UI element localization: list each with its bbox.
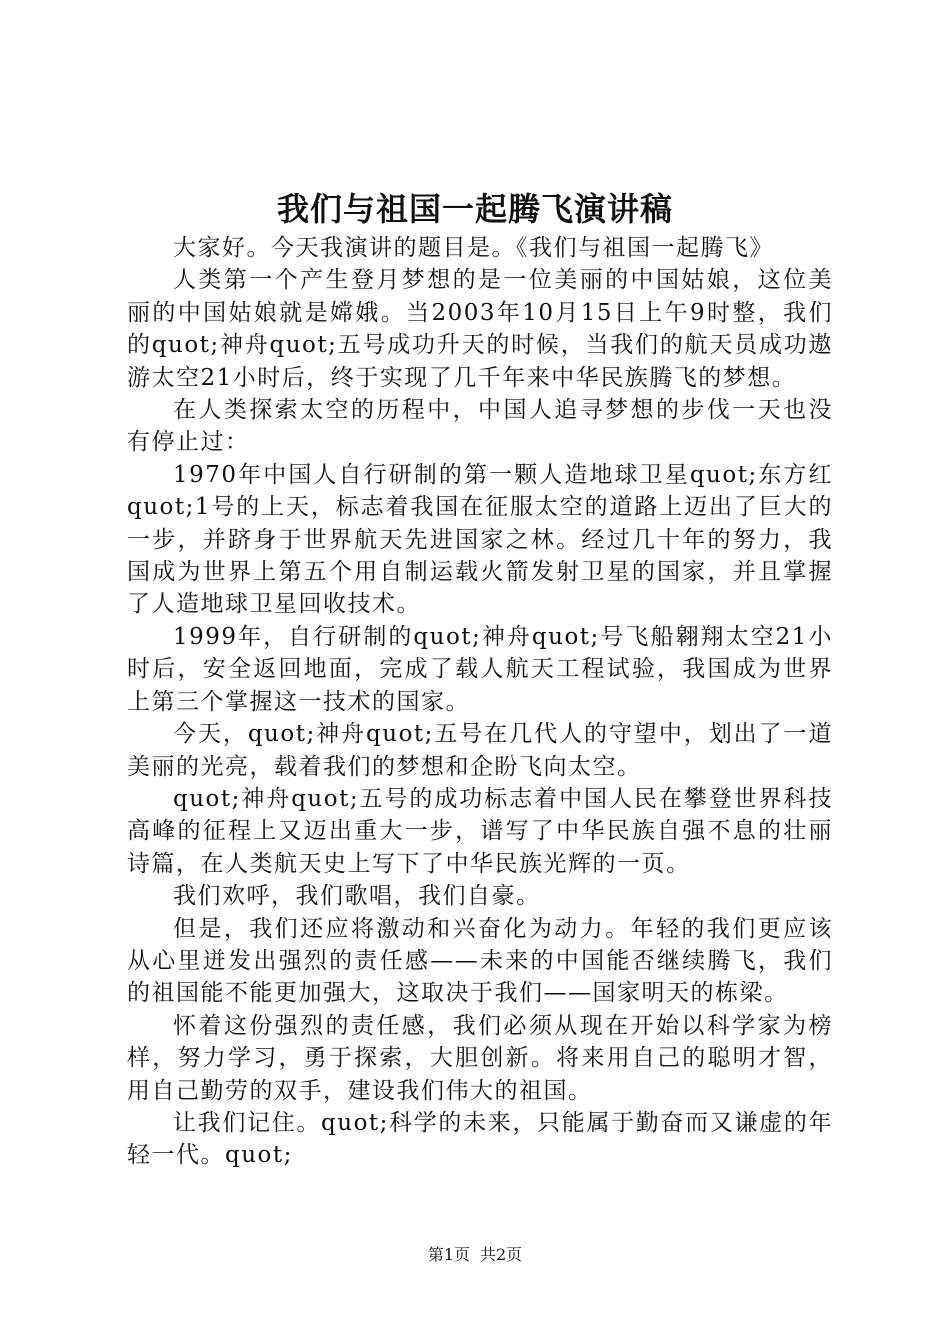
paragraph: 让我们记住。quot;科学的未来，只能属于勤奋而又谦虚的年轻一代。quot;	[127, 1109, 833, 1169]
paragraph: 怀着这份强烈的责任感，我们必须从现在开始以科学家为榜样，努力学习，勇于探索，大胆创新。将来用自己的聪明才智，用自己勤劳的双手，建设我们伟大的祖国。	[127, 1012, 833, 1104]
paragraph: 我们欢呼，我们歌唱，我们自豪。	[173, 883, 541, 910]
page-number: 第1页	[427, 1245, 470, 1264]
paragraph: 但是，我们还应将激动和兴奋化为动力。年轻的我们更应该从心里迸发出强烈的责任感——未来的中国能否继续腾飞，我们的祖国能不能更加强大，这取决于我们——国家明天的栋梁。	[127, 915, 833, 1007]
page-footer	[0, 1244, 950, 1266]
paragraph: 在人类探索太空的历程中，中国人追寻梦想的步伐一天也没有停止过：	[127, 397, 833, 456]
paragraph: 今天，quot;神舟quot;五号在几代人的守望中，划出了一道美丽的光亮，载着我们的梦想和企盼飞向太空。	[127, 721, 833, 780]
paragraph: 大家好。今天我演讲的题目是。《我们与祖国一起腾飞》	[173, 235, 774, 261]
paragraph: 1970年中国人自行研制的第一颗人造地球卫星quot;东方红quot;1号的上天，标志着我国在征服太空的道路上迈出了巨大的一步，并跻身于世界航天先进国家之林。经过几十年的努力，我国成为世界上第五个用自制运载火箭发射卫星的国家，并且掌握了人造地球卫星回收技术。	[127, 461, 833, 618]
document-title: 我们与祖国一起腾飞演讲稿	[276, 190, 673, 228]
paragraph: 1999年，自行研制的quot;神舟quot;号飞船翱翔太空21小时后，安全返回地面，完成了载人航天工程试验，我国成为世界上第三个掌握这一技术的国家。	[127, 623, 833, 715]
page-total: 共2页	[480, 1245, 523, 1264]
paragraph: 人类第一个产生登月梦想的是一位美丽的中国姑娘，这位美丽的中国姑娘就是嫦娥。当2003年10月15日上午9时整，我们的quot;神舟quot;五号成功升天的时候，当我们的航天员成功遨游太空21小时后，终于实现了几千年来中华民族腾飞的梦想。	[127, 267, 833, 391]
paragraph: quot;神舟quot;五号的成功标志着中国人民在攀登世界科技高峰的征程上又迈出重大一步，谱写了中华民族自强不息的壮丽诗篇，在人类航天史上写下了中华民族光辉的一页。	[127, 785, 833, 877]
document-body	[127, 232, 833, 1172]
